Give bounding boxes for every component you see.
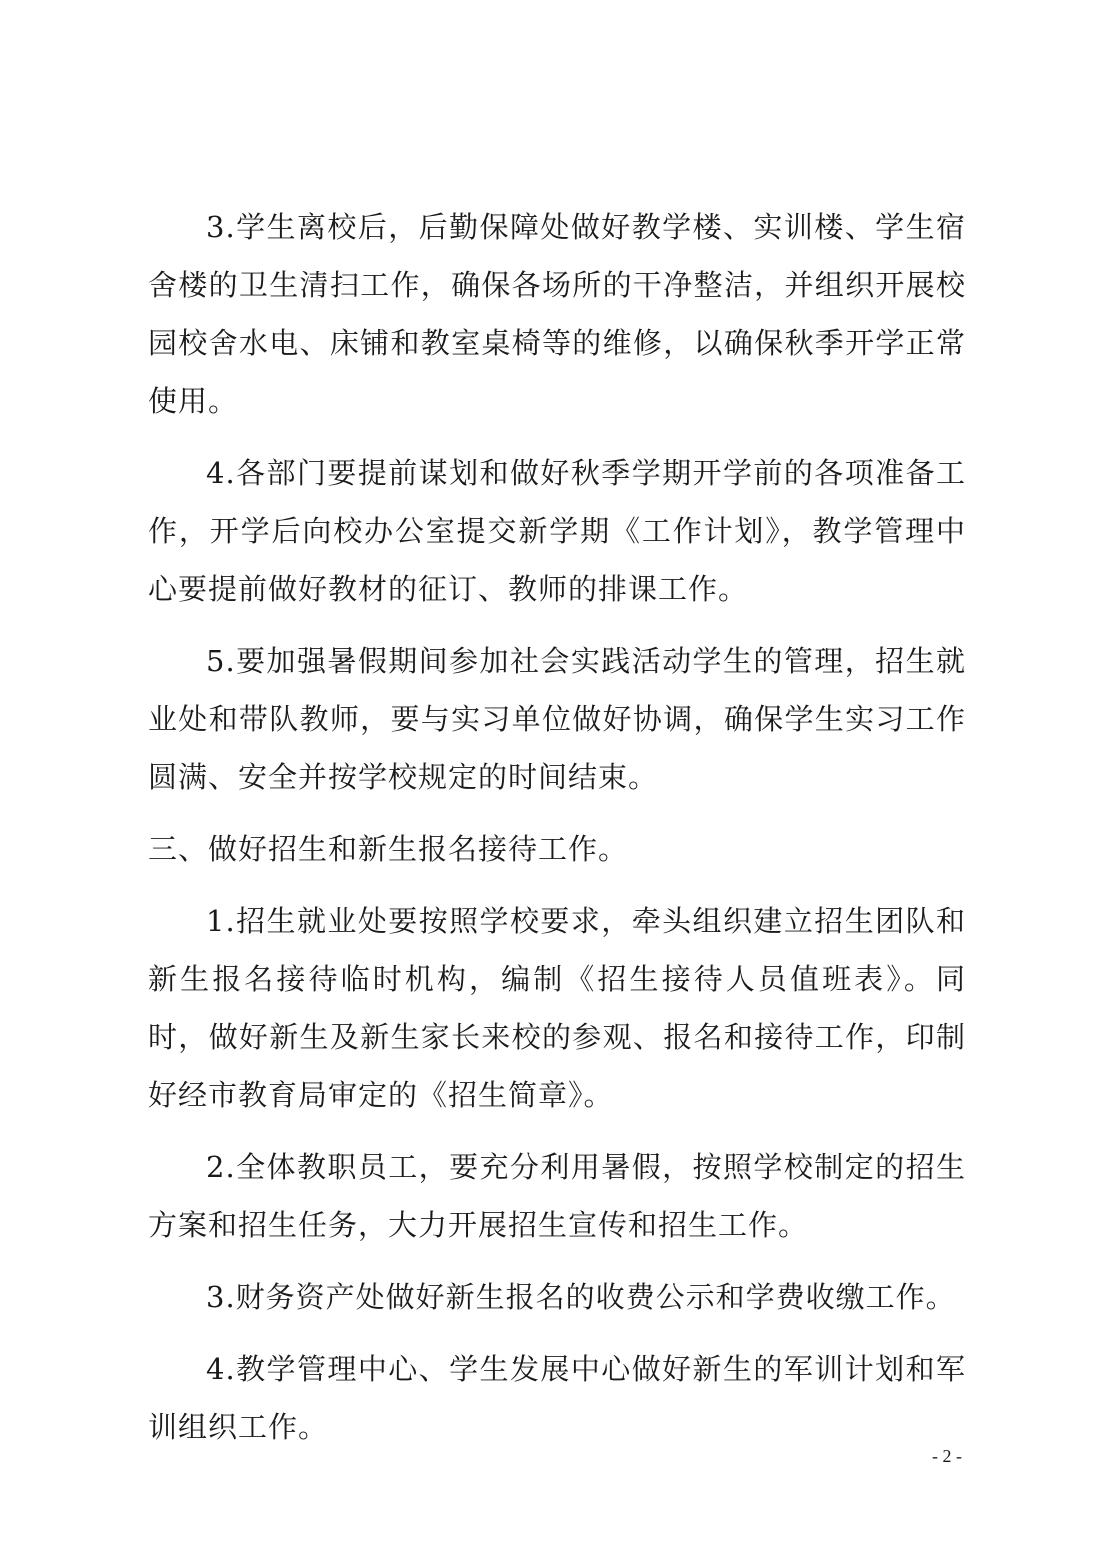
page-number: - 2 - [932,1446,962,1466]
paragraph-item-1-admissions: 1.招生就业处要按照学校要求，牵头组织建立招生团队和新生报名接待临时机构，编制《招生接待人员值班表》。同时，做好新生及新生家长来校的参观、报名和接待工作，印制好经市教育局审定的《招生简章》。 [148,904,966,1112]
paragraph-item-4-military-training: 4.教学管理中心、学生发展中心做好新生的军训计划和军训组织工作。 [148,1352,966,1444]
paragraph-item-2-staff: 2.全体教职员工，要充分利用暑假，按照学校制定的招生方案和招生任务，大力开展招生宣传和招生工作。 [148,1150,966,1242]
paragraph-item-4-preparation: 4.各部门要提前谋划和做好秋季学期开学前的各项准备工作，开学后向校办公室提交新学期《工作计划》，教学管理中心要提前做好教材的征订、教师的排课工作。 [148,456,966,606]
paragraph-item-3-cleaning: 3.学生离校后，后勤保障处做好教学楼、实训楼、学生宿舍楼的卫生清扫工作，确保各场所的干净整洁，并组织开展校园校舍水电、床铺和教室桌椅等的维修，以确保秋季开学正常使用。 [148,210,966,418]
paragraph-item-3-finance: 3.财务资产处做好新生报名的收费公示和学费收缴工作。 [206,1280,956,1314]
section-heading-enrollment: 三、做好招生和新生报名接待工作。 [148,832,629,866]
document-body [148,198,966,1470]
paragraph-item-5-practice: 5.要加强暑假期间参加社会实践活动学生的管理，招生就业处和带队教师，要与实习单位做好协调，确保学生实习工作圆满、安全并按学校规定的时间结束。 [148,644,966,794]
